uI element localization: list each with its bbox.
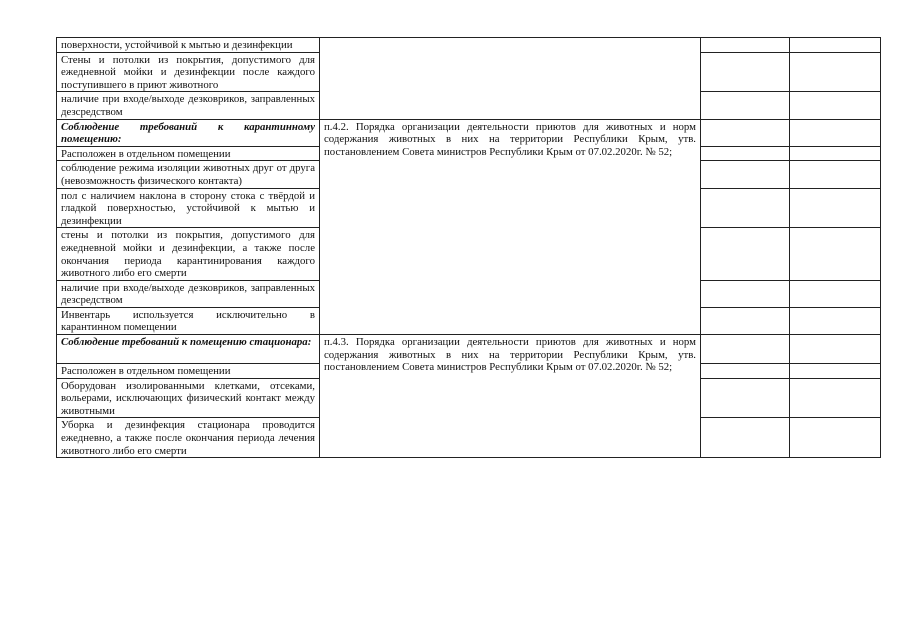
check-cell[interactable] [701, 52, 790, 92]
note-cell[interactable] [790, 161, 881, 188]
section-header-row [57, 335, 881, 364]
note-cell[interactable] [790, 280, 881, 307]
note-cell[interactable] [790, 418, 881, 458]
check-cell[interactable] [701, 418, 790, 458]
requirement-text: Стены и потолки из покрытия, допустимого для ежедневной мойки и дезинфекции после каждого поступившего в приют животного [57, 52, 320, 92]
requirement-text: Расположен в отдельном помещении [57, 146, 320, 161]
requirement-text: стены и потолки из покрытия, допустимого для ежедневной мойки и дезинфекции, а также после окончания периода карантинирования каждого животного либо его смерти [57, 228, 320, 280]
note-cell[interactable] [790, 188, 881, 228]
requirement-text: соблюдение режима изоляции животных друг от друга (невозможность физического контакта) [57, 161, 320, 188]
note-cell[interactable] [790, 335, 881, 364]
check-cell[interactable] [701, 280, 790, 307]
requirement-text: Оборудован изолированными клетками, отсеками, вольерами, исключающих физический контакт между животными [57, 378, 320, 418]
reference-quarantine: п.4.2. Порядка организации деятельности приютов для животных и норм содержания животных в них на территории Республики Крым, утв. постановлением Совета министров Республики Крым от 07.02.2020г. № 52; [320, 119, 701, 335]
requirement-text: пол с наличием наклона в сторону стока с твёрдой и гладкой поверхностью, устойчивой к мытью и дезинфекции [57, 188, 320, 228]
note-cell[interactable] [790, 119, 881, 146]
check-cell[interactable] [701, 335, 790, 364]
check-cell[interactable] [701, 38, 790, 53]
section-header-hospital: Соблюдение требований к помещению стационара: [57, 335, 320, 364]
check-cell[interactable] [701, 119, 790, 146]
note-cell[interactable] [790, 378, 881, 418]
check-cell[interactable] [701, 161, 790, 188]
reference-hospital: п.4.3. Порядка организации деятельности приютов для животных и норм содержания животных в них на территории Республики Крым, утв. постановлением Совета министров Республики Крым от 07.02.2020г. № 52; [320, 335, 701, 458]
reference-cell-empty [320, 38, 701, 120]
check-cell[interactable] [701, 188, 790, 228]
requirement-text: Инвентарь используется исключительно в карантинном помещении [57, 307, 320, 334]
check-cell[interactable] [701, 228, 790, 280]
check-cell[interactable] [701, 364, 790, 379]
section-header-quarantine: Соблюдение требований к карантинному помещению: [57, 119, 320, 146]
requirement-text: поверхности, устойчивой к мытью и дезинфекции [57, 38, 320, 53]
requirement-text: наличие при входе/выходе дезковриков, заправленных дезсредством [57, 92, 320, 119]
note-cell[interactable] [790, 38, 881, 53]
section-header-row [57, 119, 881, 146]
note-cell[interactable] [790, 307, 881, 334]
requirement-text: Расположен в отдельном помещении [57, 364, 320, 379]
note-cell[interactable] [790, 228, 881, 280]
check-cell[interactable] [701, 307, 790, 334]
check-cell[interactable] [701, 92, 790, 119]
table-row [57, 38, 881, 53]
requirement-text: Уборка и дезинфекция стационара проводится ежедневно, а также после окончания периода лечения животного либо его смерти [57, 418, 320, 458]
note-cell[interactable] [790, 52, 881, 92]
note-cell[interactable] [790, 92, 881, 119]
check-cell[interactable] [701, 378, 790, 418]
check-cell[interactable] [701, 146, 790, 161]
note-cell[interactable] [790, 146, 881, 161]
requirement-text: наличие при входе/выходе дезковриков, заправленных дезсредством [57, 280, 320, 307]
note-cell[interactable] [790, 364, 881, 379]
requirements-table [56, 37, 881, 458]
